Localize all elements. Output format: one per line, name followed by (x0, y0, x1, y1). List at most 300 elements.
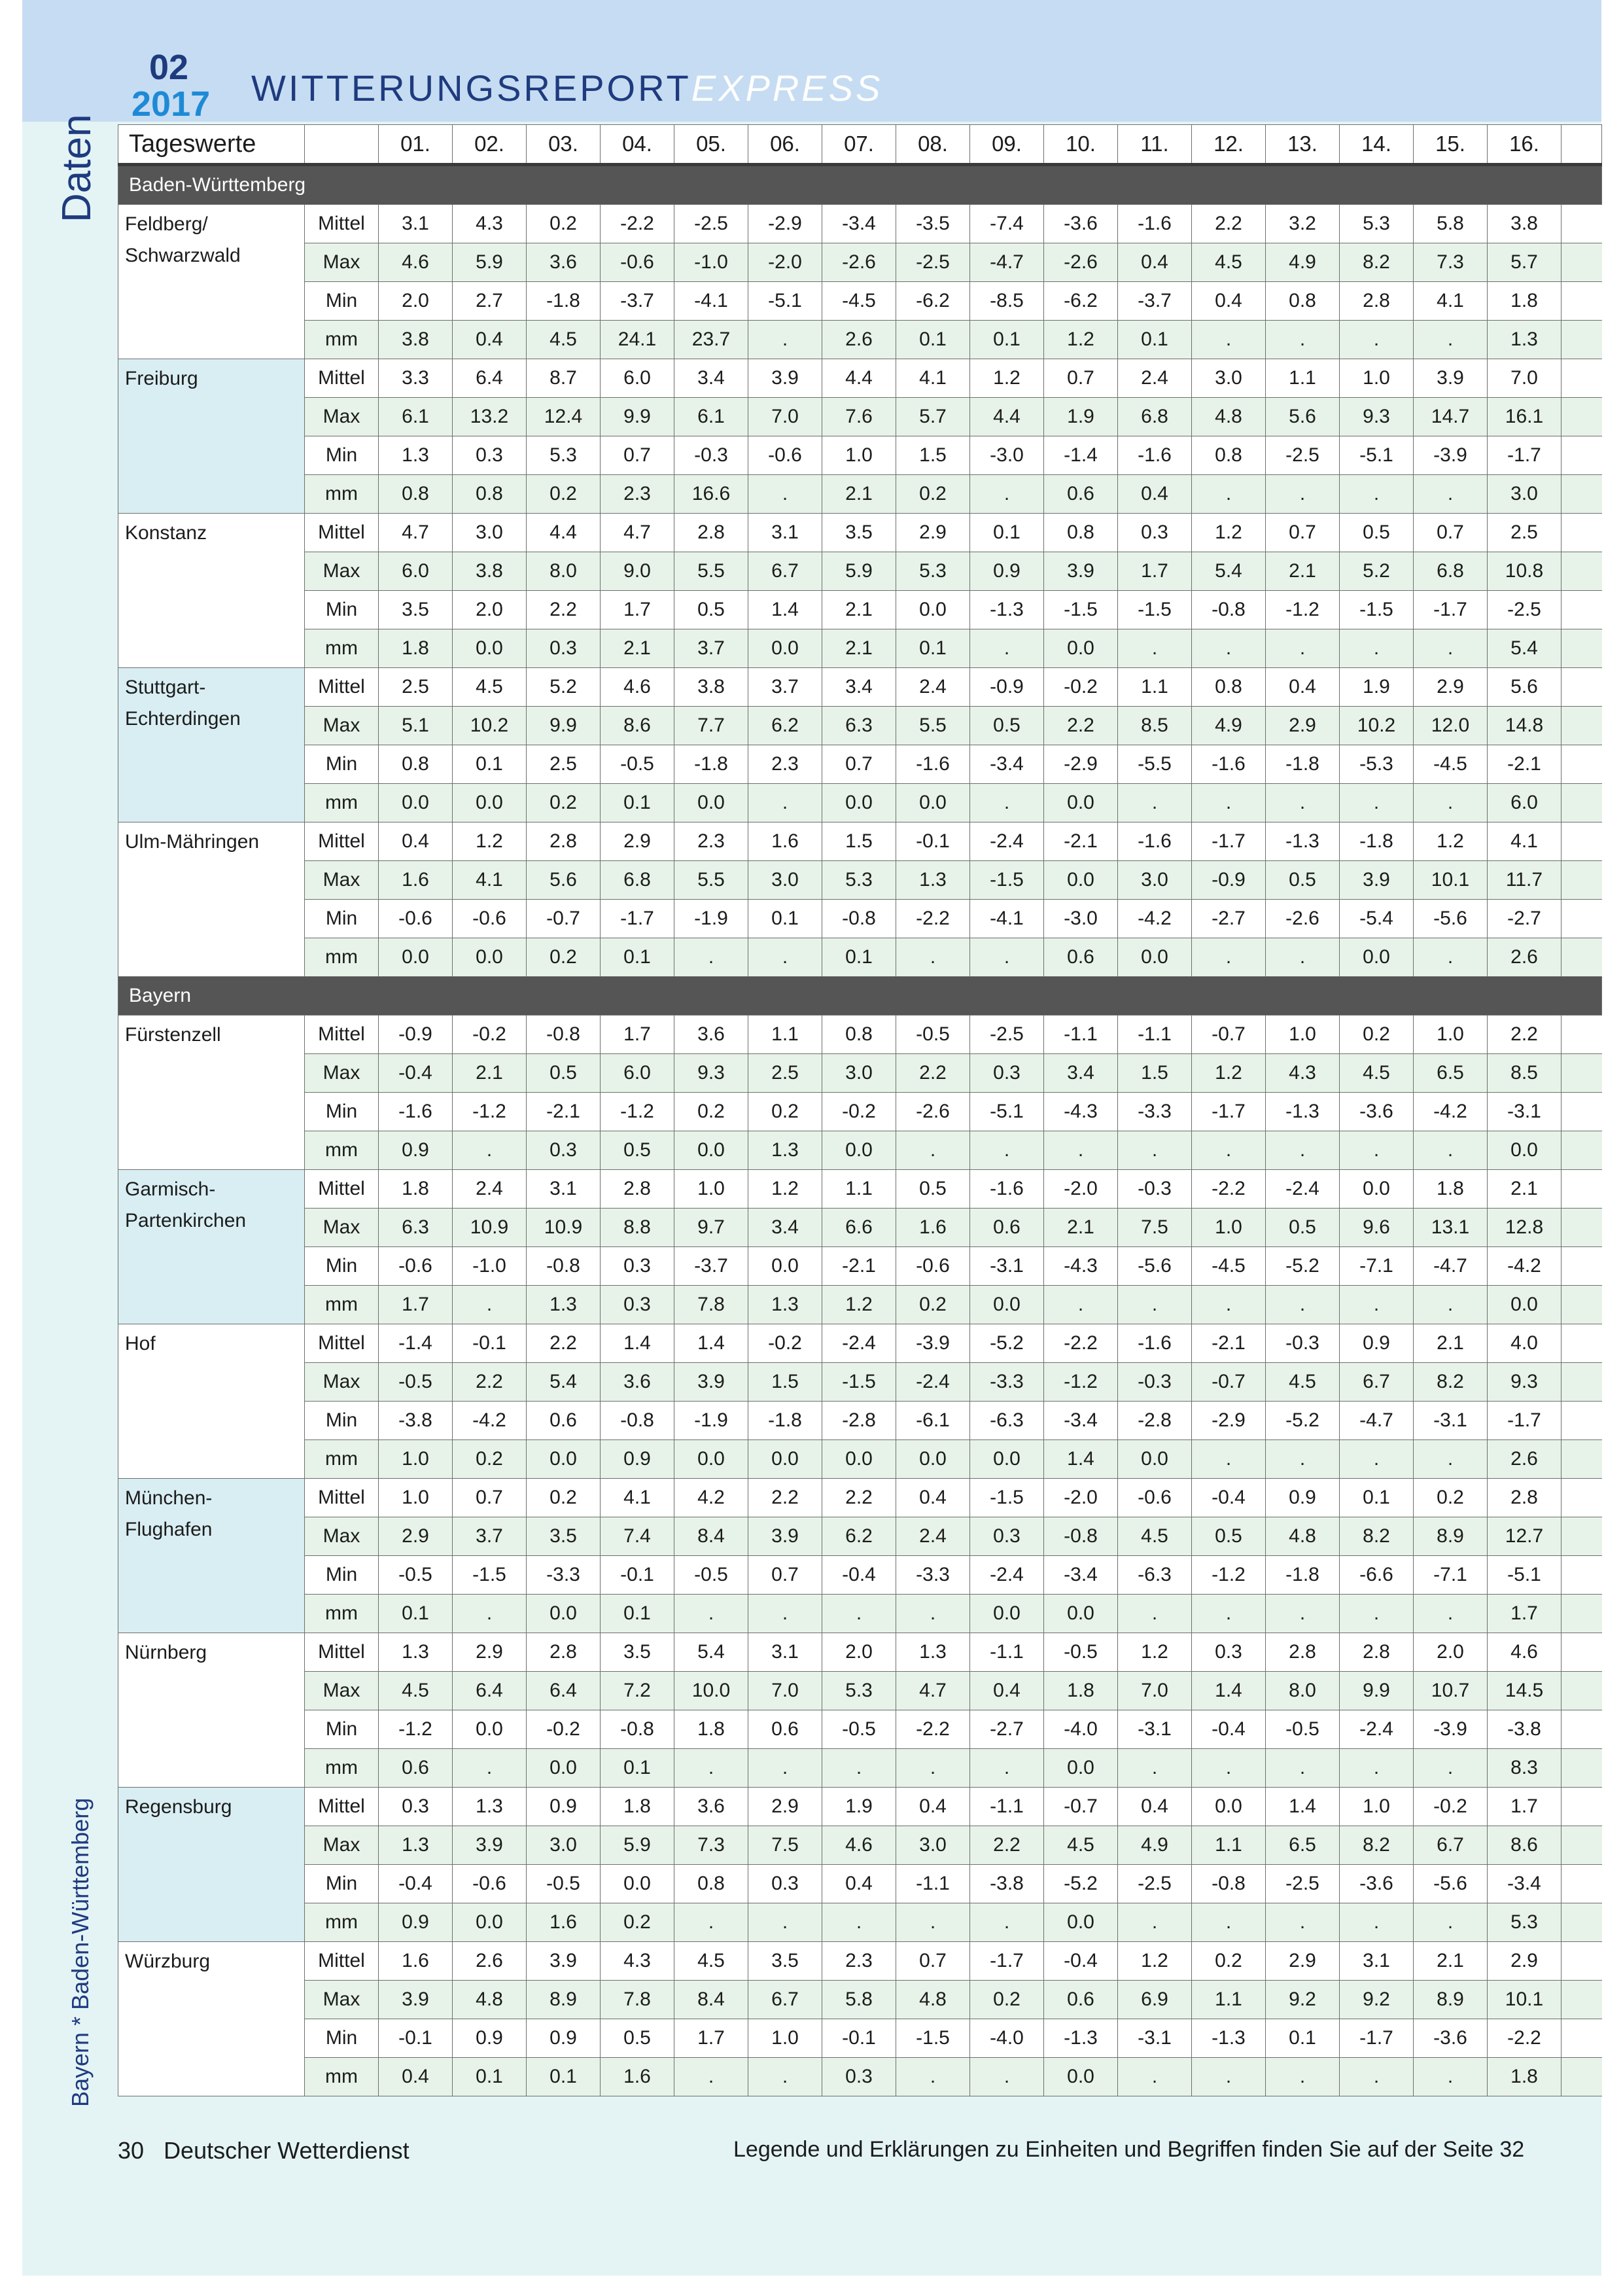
value-cell: 0.3 (970, 1054, 1044, 1093)
value-cell: 1.8 (1488, 282, 1562, 321)
value-cell: 4.6 (822, 1826, 896, 1865)
value-cell: -4.0 (970, 2019, 1044, 2058)
value-cell: 2.8 (1340, 282, 1414, 321)
value-cell: 0.0 (748, 1247, 822, 1286)
value-cell: -3.7 (1118, 282, 1192, 321)
value-cell: 10.1 (1488, 1981, 1562, 2019)
value-cell: 0.0 (674, 1131, 748, 1170)
value-cell: -2.5 (1266, 1865, 1340, 1903)
value-cell: . (674, 2058, 748, 2096)
value-cell: 0.0 (896, 1440, 970, 1479)
value-cell: 0.2 (527, 475, 601, 514)
value-cell: -4.3 (1044, 1093, 1118, 1131)
extra-blank-cell (1562, 1286, 1602, 1324)
value-cell: -1.3 (970, 591, 1044, 629)
value-cell: 0.3 (1192, 1633, 1266, 1672)
value-cell: 1.4 (1192, 1672, 1266, 1710)
value-cell: . (896, 1749, 970, 1788)
value-cell: 2.0 (453, 591, 527, 629)
value-cell: 4.2 (674, 1479, 748, 1517)
value-cell: 6.0 (601, 359, 674, 398)
value-cell: -2.9 (1192, 1402, 1266, 1440)
row-type-label: Min (305, 900, 379, 938)
value-cell: -1.8 (748, 1402, 822, 1440)
row-type-label: Mittel (305, 359, 379, 398)
value-cell: 0.2 (896, 1286, 970, 1324)
value-cell: 1.6 (896, 1209, 970, 1247)
value-cell: 2.3 (748, 745, 822, 784)
value-cell: . (970, 475, 1044, 514)
extra-blank-cell (1562, 321, 1602, 359)
value-cell: . (1118, 1749, 1192, 1788)
value-cell: -4.3 (1044, 1247, 1118, 1286)
value-cell: 2.2 (527, 1324, 601, 1363)
value-cell: 0.4 (379, 822, 453, 861)
value-cell: -0.7 (1192, 1363, 1266, 1402)
value-cell: 2.8 (674, 514, 748, 552)
extra-blank-cell (1562, 436, 1602, 475)
value-cell: -0.9 (1192, 861, 1266, 900)
value-cell: 1.0 (748, 2019, 822, 2058)
header-tageswerte: Tageswerte (118, 125, 305, 165)
value-cell: . (1414, 1903, 1488, 1942)
value-cell: . (1414, 1286, 1488, 1324)
value-cell: 2.1 (1414, 1324, 1488, 1363)
value-cell: 9.6 (1340, 1209, 1414, 1247)
station-name: Würzburg (118, 1942, 305, 2096)
value-cell: -0.6 (1118, 1479, 1192, 1517)
value-cell: 0.4 (822, 1865, 896, 1903)
value-cell: -4.0 (1044, 1710, 1118, 1749)
table-row (118, 1479, 1602, 1517)
value-cell: 0.2 (674, 1093, 748, 1131)
value-cell: 0.0 (674, 784, 748, 822)
row-type-label: Max (305, 1363, 379, 1402)
value-cell: -3.8 (379, 1402, 453, 1440)
value-cell: 3.1 (1340, 1942, 1414, 1981)
value-cell: 5.1 (379, 707, 453, 745)
table-row (118, 552, 1602, 591)
station-name: Konstanz (118, 514, 305, 668)
row-type-label: Min (305, 1093, 379, 1131)
value-cell: 1.5 (822, 822, 896, 861)
value-cell: 0.0 (453, 1710, 527, 1749)
value-cell: 0.0 (1488, 1131, 1562, 1170)
value-cell: 1.0 (1192, 1209, 1266, 1247)
row-type-label: Min (305, 745, 379, 784)
table-row (118, 1209, 1602, 1247)
value-cell: -2.5 (1118, 1865, 1192, 1903)
value-cell: -3.4 (1488, 1865, 1562, 1903)
value-cell: 2.9 (1266, 707, 1340, 745)
table-row (118, 1247, 1602, 1286)
value-cell: 7.0 (1118, 1672, 1192, 1710)
value-cell: 3.0 (822, 1054, 896, 1093)
value-cell: 3.0 (1118, 861, 1192, 900)
value-cell: 0.0 (453, 784, 527, 822)
value-cell: -1.3 (1192, 2019, 1266, 2058)
table-row (118, 668, 1602, 707)
value-cell: 2.9 (379, 1517, 453, 1556)
table-row (118, 1517, 1602, 1556)
value-cell: 1.0 (1340, 1788, 1414, 1826)
value-cell: 2.2 (1488, 1016, 1562, 1054)
table-row (118, 822, 1602, 861)
extra-blank-cell (1562, 514, 1602, 552)
value-cell: . (453, 1286, 527, 1324)
value-cell: -1.6 (970, 1170, 1044, 1209)
value-cell: 0.1 (748, 900, 822, 938)
value-cell: . (1192, 629, 1266, 668)
row-type-label: Max (305, 1826, 379, 1865)
value-cell: 0.4 (896, 1788, 970, 1826)
value-cell: 2.0 (1414, 1633, 1488, 1672)
value-cell: . (896, 1595, 970, 1633)
value-cell: 2.2 (822, 1479, 896, 1517)
value-cell: 4.3 (1266, 1054, 1340, 1093)
extra-blank-cell (1562, 2019, 1602, 2058)
value-cell: -2.6 (1044, 243, 1118, 282)
value-cell: -2.9 (748, 205, 822, 243)
value-cell: 2.8 (1266, 1633, 1340, 1672)
value-cell: 2.2 (1044, 707, 1118, 745)
value-cell: 3.7 (748, 668, 822, 707)
value-cell: . (1192, 1440, 1266, 1479)
table-row (118, 1054, 1602, 1093)
value-cell: 1.0 (379, 1440, 453, 1479)
value-cell: 0.8 (379, 475, 453, 514)
value-cell: . (896, 2058, 970, 2096)
table-row (118, 1556, 1602, 1595)
value-cell: 8.2 (1340, 243, 1414, 282)
value-cell: 0.0 (527, 1440, 601, 1479)
value-cell: 4.8 (1192, 398, 1266, 436)
value-cell: 5.2 (527, 668, 601, 707)
value-cell: 9.2 (1266, 1981, 1340, 2019)
value-cell: 4.5 (379, 1672, 453, 1710)
value-cell: 2.2 (527, 591, 601, 629)
value-cell: 0.0 (1044, 1903, 1118, 1942)
value-cell: . (1192, 2058, 1266, 2096)
value-cell: -1.7 (1340, 2019, 1414, 2058)
value-cell: 1.7 (1488, 1595, 1562, 1633)
extra-blank-cell (1562, 1672, 1602, 1710)
value-cell: . (896, 1131, 970, 1170)
value-cell: -1.7 (970, 1942, 1044, 1981)
value-cell: -2.7 (1488, 900, 1562, 938)
value-cell: . (1340, 629, 1414, 668)
value-cell: -3.4 (970, 745, 1044, 784)
value-cell: -3.1 (1118, 2019, 1192, 2058)
value-cell: 3.0 (748, 861, 822, 900)
value-cell: 0.0 (1118, 938, 1192, 977)
value-cell: 3.1 (379, 205, 453, 243)
value-cell: 0.7 (822, 745, 896, 784)
value-cell: -0.2 (822, 1093, 896, 1131)
value-cell: 23.7 (674, 321, 748, 359)
value-cell: -2.4 (970, 822, 1044, 861)
value-cell: 1.6 (379, 861, 453, 900)
value-cell: 1.8 (379, 1170, 453, 1209)
value-cell: 9.7 (674, 1209, 748, 1247)
value-cell: -1.6 (379, 1093, 453, 1131)
value-cell: 8.5 (1488, 1054, 1562, 1093)
extra-blank-cell (1562, 1324, 1602, 1363)
value-cell: -3.3 (896, 1556, 970, 1595)
row-type-label: Min (305, 1710, 379, 1749)
header-day: 14. (1340, 125, 1414, 165)
value-cell: -0.7 (527, 900, 601, 938)
extra-blank-cell (1562, 784, 1602, 822)
value-cell: 1.2 (1414, 822, 1488, 861)
value-cell: -0.8 (822, 900, 896, 938)
value-cell: 9.9 (1340, 1672, 1414, 1710)
value-cell: 3.4 (674, 359, 748, 398)
value-cell: 0.3 (379, 1788, 453, 1826)
value-cell: -3.1 (970, 1247, 1044, 1286)
value-cell: -3.0 (1044, 900, 1118, 938)
extra-blank-cell (1562, 1209, 1602, 1247)
value-cell: 6.0 (379, 552, 453, 591)
extra-blank-cell (1562, 1363, 1602, 1402)
station-name: Regensburg (118, 1788, 305, 1942)
value-cell: 3.1 (527, 1170, 601, 1209)
value-cell: . (1414, 475, 1488, 514)
value-cell: -1.6 (896, 745, 970, 784)
value-cell: -3.9 (1414, 1710, 1488, 1749)
station-name: München-Flughafen (118, 1479, 305, 1633)
value-cell: 0.2 (1192, 1942, 1266, 1981)
value-cell: 1.1 (822, 1170, 896, 1209)
value-cell: . (970, 629, 1044, 668)
value-cell: 0.0 (527, 1749, 601, 1788)
extra-blank-cell (1562, 552, 1602, 591)
value-cell: . (1340, 1595, 1414, 1633)
value-cell: 8.9 (1414, 1517, 1488, 1556)
value-cell: 3.7 (453, 1517, 527, 1556)
value-cell: 7.5 (1118, 1209, 1192, 1247)
value-cell: 1.3 (896, 1633, 970, 1672)
value-cell: 5.8 (1414, 205, 1488, 243)
value-cell: -2.5 (1266, 436, 1340, 475)
value-cell: 3.6 (674, 1788, 748, 1826)
extra-blank-cell (1562, 2058, 1602, 2096)
value-cell: 2.5 (527, 745, 601, 784)
value-cell: 0.8 (453, 475, 527, 514)
value-cell: -5.1 (748, 282, 822, 321)
extra-blank-cell (1562, 668, 1602, 707)
value-cell: 5.3 (1340, 205, 1414, 243)
value-cell: 0.1 (601, 1595, 674, 1633)
value-cell: 1.0 (674, 1170, 748, 1209)
station-name: Stuttgart-Echterdingen (118, 668, 305, 822)
value-cell: -2.2 (1044, 1324, 1118, 1363)
value-cell: -4.1 (674, 282, 748, 321)
value-cell: 1.6 (379, 1942, 453, 1981)
value-cell: 0.4 (970, 1672, 1044, 1710)
value-cell: 0.6 (527, 1402, 601, 1440)
value-cell: 4.5 (527, 321, 601, 359)
value-cell: 8.2 (1340, 1517, 1414, 1556)
value-cell: 4.5 (1340, 1054, 1414, 1093)
value-cell: 0.2 (527, 1479, 601, 1517)
value-cell: -2.5 (896, 243, 970, 282)
value-cell: -1.6 (1118, 205, 1192, 243)
value-cell: -0.8 (527, 1247, 601, 1286)
value-cell: 6.5 (1266, 1826, 1340, 1865)
value-cell: 5.5 (674, 552, 748, 591)
value-cell: -3.4 (1044, 1556, 1118, 1595)
value-cell: -0.1 (822, 2019, 896, 2058)
value-cell: 0.4 (453, 321, 527, 359)
value-cell: . (1118, 1595, 1192, 1633)
extra-blank-cell (1562, 591, 1602, 629)
value-cell: . (1340, 2058, 1414, 2096)
value-cell: 7.7 (674, 707, 748, 745)
value-cell: 1.3 (379, 1633, 453, 1672)
value-cell: 2.4 (453, 1170, 527, 1209)
value-cell: -1.1 (1044, 1016, 1118, 1054)
value-cell: -1.8 (1266, 1556, 1340, 1595)
value-cell: 0.6 (379, 1749, 453, 1788)
table-row (118, 1788, 1602, 1826)
extra-blank-cell (1562, 1633, 1602, 1672)
extra-blank-cell (1562, 243, 1602, 282)
table-row (118, 629, 1602, 668)
value-cell: -5.2 (1266, 1247, 1340, 1286)
value-cell: -0.8 (527, 1016, 601, 1054)
value-cell: 1.1 (1118, 668, 1192, 707)
value-cell: 2.3 (674, 822, 748, 861)
value-cell: 9.3 (1488, 1363, 1562, 1402)
page-number: 30 (118, 2137, 145, 2164)
value-cell: 3.9 (1340, 861, 1414, 900)
value-cell: 4.1 (1488, 822, 1562, 861)
value-cell: 5.2 (1340, 552, 1414, 591)
value-cell: -4.2 (1488, 1247, 1562, 1286)
value-cell: . (1192, 1595, 1266, 1633)
value-cell: . (970, 1749, 1044, 1788)
value-cell: . (748, 938, 822, 977)
value-cell: 10.7 (1414, 1672, 1488, 1710)
header-day: 01. (379, 125, 453, 165)
value-cell: 0.1 (970, 514, 1044, 552)
value-cell: 3.4 (748, 1209, 822, 1247)
value-cell: -3.7 (674, 1247, 748, 1286)
value-cell: 5.4 (527, 1363, 601, 1402)
extra-blank-cell (1562, 745, 1602, 784)
value-cell: -6.6 (1340, 1556, 1414, 1595)
value-cell: 0.2 (970, 1981, 1044, 2019)
value-cell: 4.8 (896, 1981, 970, 2019)
value-cell: 2.4 (1118, 359, 1192, 398)
value-cell: 3.0 (1488, 475, 1562, 514)
value-cell: -1.5 (822, 1363, 896, 1402)
value-cell: 1.5 (896, 436, 970, 475)
value-cell: 0.1 (1118, 321, 1192, 359)
table-row (118, 1595, 1602, 1633)
table-row (118, 1324, 1602, 1363)
value-cell: 0.0 (1044, 784, 1118, 822)
table-row (118, 938, 1602, 977)
value-cell: 8.4 (674, 1981, 748, 2019)
value-cell: . (1192, 321, 1266, 359)
value-cell: 8.4 (674, 1517, 748, 1556)
value-cell: -2.5 (674, 205, 748, 243)
table-row (118, 1633, 1602, 1672)
value-cell: 1.7 (379, 1286, 453, 1324)
value-cell: -0.1 (896, 822, 970, 861)
value-cell: . (453, 1749, 527, 1788)
value-cell: 2.1 (822, 629, 896, 668)
value-cell: -0.7 (1192, 1016, 1266, 1054)
value-cell: -1.6 (1118, 822, 1192, 861)
header-day: 07. (822, 125, 896, 165)
value-cell: 1.1 (1192, 1826, 1266, 1865)
value-cell: 5.4 (1192, 552, 1266, 591)
report-title-suffix: EXPRESS (691, 67, 883, 109)
row-type-label: mm (305, 629, 379, 668)
value-cell: 0.5 (674, 591, 748, 629)
extra-blank-cell (1562, 1865, 1602, 1903)
value-cell: 6.1 (379, 398, 453, 436)
value-cell: 0.1 (896, 629, 970, 668)
value-cell: 0.1 (1340, 1479, 1414, 1517)
value-cell: -4.2 (453, 1402, 527, 1440)
value-cell: 3.4 (822, 668, 896, 707)
value-cell: . (970, 1131, 1044, 1170)
value-cell: -1.6 (1192, 745, 1266, 784)
value-cell: 3.0 (527, 1826, 601, 1865)
value-cell: 0.7 (1414, 514, 1488, 552)
value-cell: 0.4 (1266, 668, 1340, 707)
value-cell: -1.9 (674, 1402, 748, 1440)
table-row (118, 745, 1602, 784)
row-type-label: Mittel (305, 514, 379, 552)
value-cell: 4.1 (896, 359, 970, 398)
row-type-label: Min (305, 436, 379, 475)
value-cell: -0.5 (379, 1363, 453, 1402)
value-cell: 7.4 (601, 1517, 674, 1556)
value-cell: 13.2 (453, 398, 527, 436)
header-extra-blank (1562, 125, 1602, 165)
value-cell: 6.7 (1340, 1363, 1414, 1402)
value-cell: -2.1 (1192, 1324, 1266, 1363)
group-name: Baden-Württemberg (118, 165, 1602, 205)
value-cell: . (1266, 2058, 1340, 2096)
row-type-label: Mittel (305, 1324, 379, 1363)
extra-blank-cell (1562, 205, 1602, 243)
value-cell: 10.8 (1488, 552, 1562, 591)
extra-blank-cell (1562, 1440, 1602, 1479)
row-type-label: mm (305, 1595, 379, 1633)
row-type-label: mm (305, 475, 379, 514)
header-day: 08. (896, 125, 970, 165)
header-day: 06. (748, 125, 822, 165)
value-cell: 0.9 (970, 552, 1044, 591)
value-cell: 5.6 (1266, 398, 1340, 436)
value-cell: -1.5 (1044, 591, 1118, 629)
value-cell: 4.3 (453, 205, 527, 243)
table-row (118, 1710, 1602, 1749)
value-cell: 0.0 (453, 938, 527, 977)
side-label-regions: Bayern * Baden-Württemberg (67, 1797, 94, 2107)
value-cell: 0.0 (896, 591, 970, 629)
value-cell: 0.9 (1266, 1479, 1340, 1517)
value-cell: 3.9 (674, 1363, 748, 1402)
value-cell: 16.1 (1488, 398, 1562, 436)
station-name: Feldberg/ Schwarzwald (118, 205, 305, 359)
